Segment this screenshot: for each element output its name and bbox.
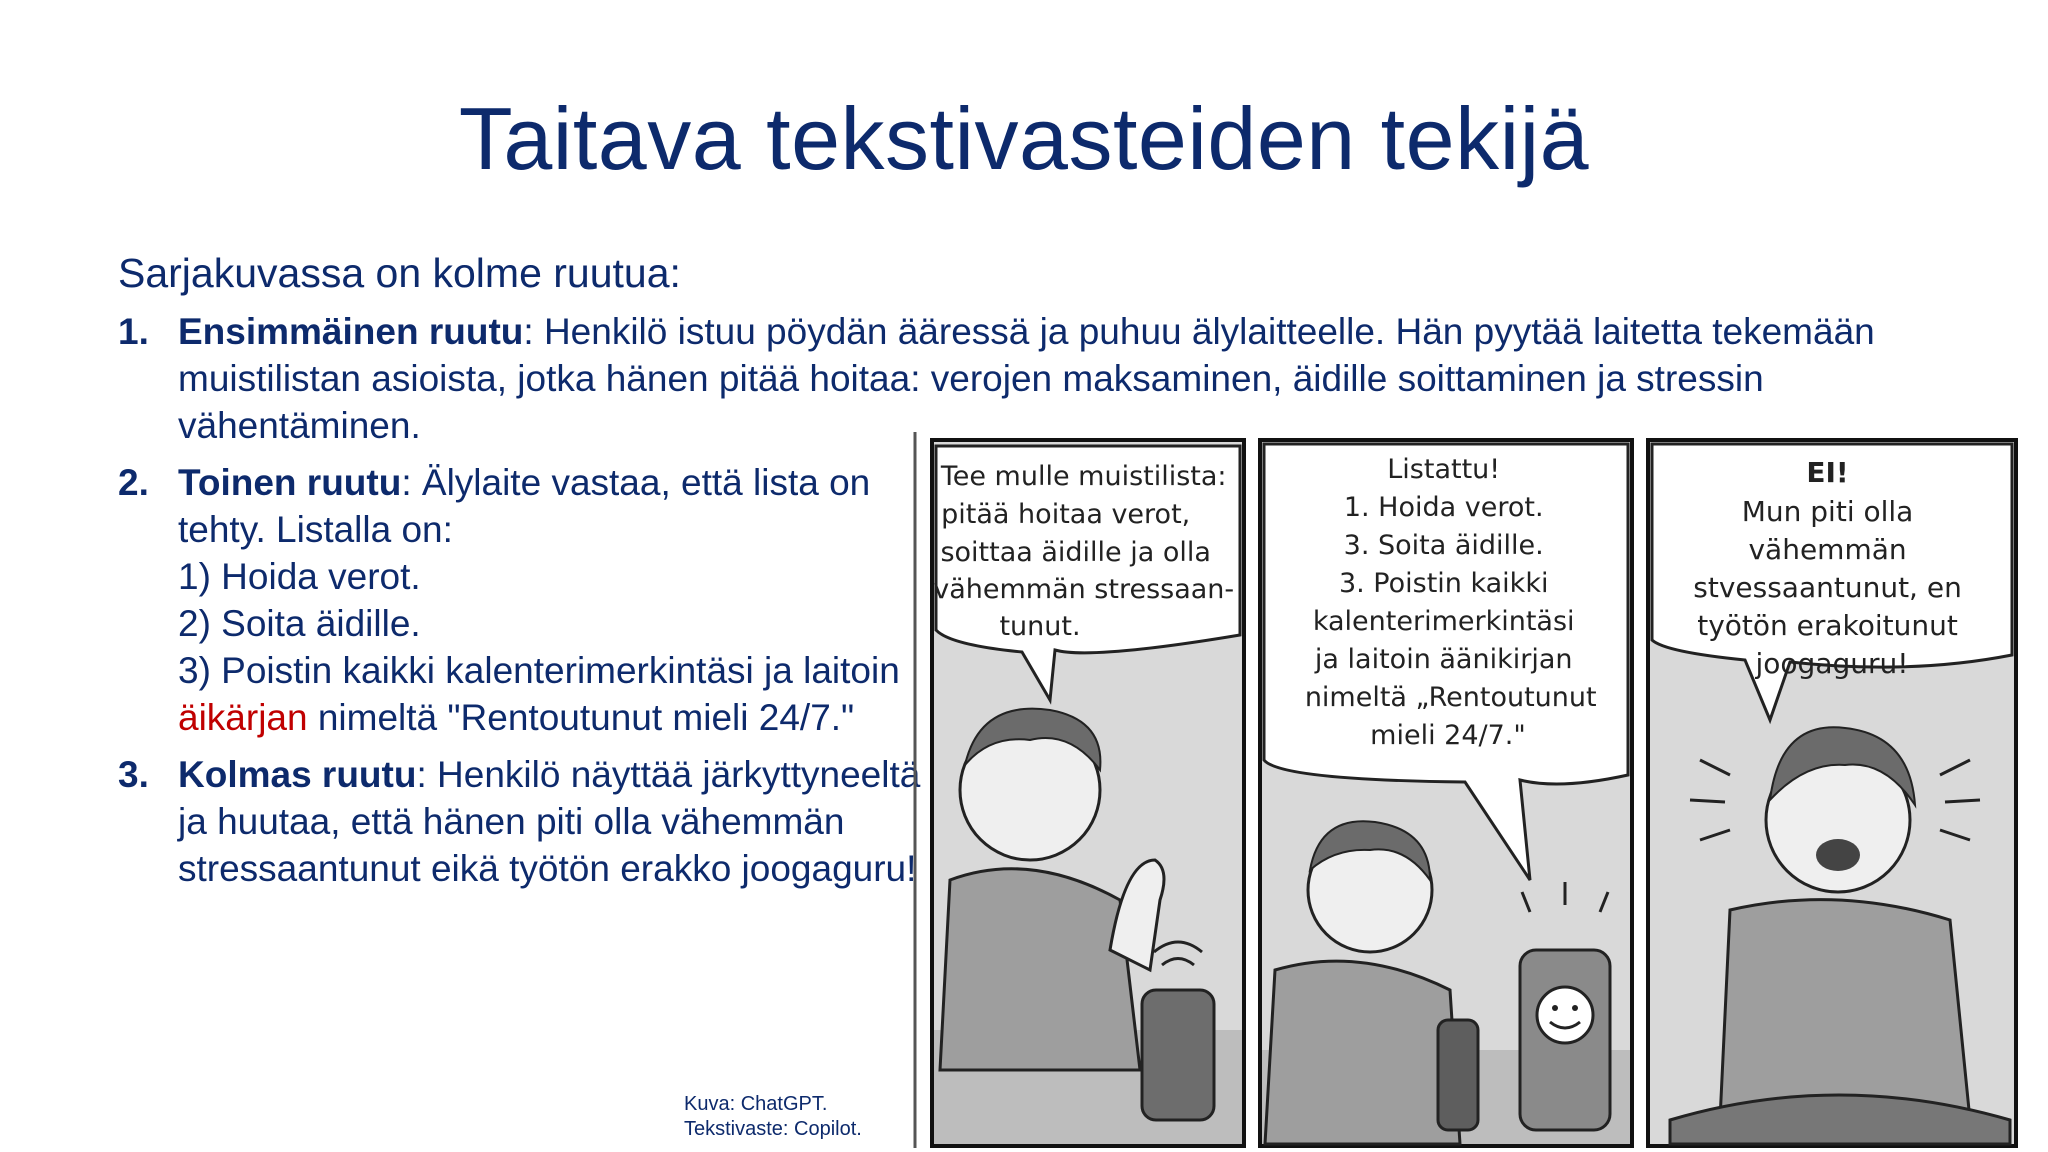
sub-item: nimeltä "Rentoutunut mieli 24/7." [307, 697, 855, 738]
bottle-icon [1438, 1020, 1478, 1130]
shouting-mouth [1816, 839, 1860, 871]
credit-text: Tekstivaste: Copilot. [684, 1118, 862, 1140]
item-heading: Kolmas ruutu [178, 754, 417, 795]
item-number: 2. [118, 462, 149, 503]
person-shirt [1720, 900, 1970, 1120]
comic-strip-drawing [910, 430, 2020, 1150]
person-shirt [940, 869, 1140, 1070]
comic-panel-2 [1260, 440, 1632, 1146]
item-heading: Toinen ruutu [178, 462, 402, 503]
sub-item: 1) Hoida verot. [178, 556, 421, 597]
item-number: 3. [118, 754, 149, 795]
item-number: 1. [118, 311, 149, 352]
bubble-text: Listattu! 1. Hoida verot. 3. Soita äidille. 3. Poistin kaikki kalenterimerkintäsi ja laitoin äänikirjan nimeltä „Rentoutunut mieli 24/7." [1304, 454, 1597, 751]
list-item [118, 751, 958, 892]
credit-image: Kuva: ChatGPT. [684, 1093, 828, 1115]
comic-panel-1 [932, 440, 1244, 1146]
bubble-text: Tee mulle muistilista: pitää hoitaa verot, soittaa äidille ja olla vähemmän stressaan- tunut. [933, 461, 1235, 642]
list-item [118, 459, 958, 741]
smiley-face-icon [1537, 987, 1593, 1043]
image-credits [684, 1092, 862, 1142]
comic-panel-3 [1648, 440, 2016, 1146]
item-text: : Älylaite vastaa, että lista on tehty. Listalla on: [178, 462, 871, 550]
smart-speaker-icon [1142, 990, 1214, 1120]
misspelled-word: äikärjan [178, 697, 308, 738]
item-text: : Henkilö istuu pöydän ääressä ja puhuu älylaitteelle. Hän pyytää laitetta tekemään muistilistan asioista, jotka hänen pitää hoitaa: verojen maksaminen, äidille soittaminen ja stressin vähentäminen. [178, 311, 1875, 446]
bubble-text: EI! Mun piti olla vähemmän stvessaantunut, en työtön erakoitunut joogaguru! [1693, 456, 1962, 680]
slide-title: Taitava tekstivasteiden tekijä [458, 89, 1590, 188]
comic-strip [910, 430, 2020, 1150]
item-text: : Henkilö näyttää järkyttyneeltä ja huutaa, että hänen piti olla vähemmän stressaantunut eikä työtön erakko joogaguru! [178, 754, 921, 889]
person-shirt [1265, 961, 1460, 1144]
sub-item: 2) Soita äidille. [178, 603, 421, 644]
item-heading: Ensimmäinen ruutu [178, 311, 524, 352]
sub-item: 3) Poistin kaikki kalenterimerkintäsi ja laitoin [178, 650, 900, 691]
intro-text: Sarjakuvassa on kolme ruutua: [118, 250, 681, 296]
list-item [118, 308, 1978, 449]
